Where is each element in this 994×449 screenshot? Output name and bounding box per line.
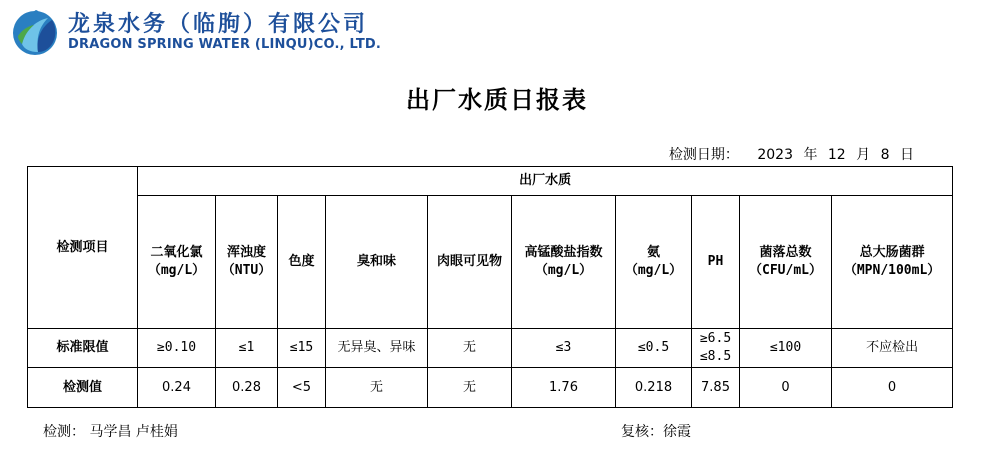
param-colony-count — [740, 196, 832, 329]
table-cell: ≤3 — [512, 329, 616, 368]
table-cell: 7.85 — [692, 368, 740, 408]
date-label: 检测日期： — [668, 147, 739, 163]
reviewer-signature: 复核：徐霞 — [621, 424, 691, 440]
table-cell: 1.76 — [512, 368, 616, 408]
param-name: 肉眼可见物 — [436, 254, 502, 269]
date-year-unit: 年 — [803, 147, 818, 163]
inspection-date — [669, 144, 914, 164]
table-cell: ≤1 — [216, 329, 278, 368]
table-cell: 无 — [428, 368, 512, 408]
param-name: 色度 — [288, 254, 315, 269]
param-odor-taste — [326, 196, 428, 329]
report-title: 出厂水质日报表 — [406, 85, 588, 114]
table-cell: 无异臭、异味 — [326, 329, 428, 368]
table-cell: ≤100 — [740, 329, 832, 368]
param-unit: （MPN/100mL） — [843, 263, 941, 278]
table-cell: 无 — [428, 329, 512, 368]
table-row — [28, 329, 953, 368]
table-cell: 0.24 — [138, 368, 216, 408]
item-header: 检测项目 — [28, 167, 138, 329]
limits-label: 标准限值 — [28, 329, 138, 368]
param-visible-matter — [428, 196, 512, 329]
table-cell: 0.218 — [616, 368, 692, 408]
param-name: 臭和味 — [356, 254, 396, 269]
table-cell: ≤0.5 — [616, 329, 692, 368]
param-unit: （NTU） — [221, 263, 272, 278]
table-row — [28, 167, 953, 196]
inspector-signature: 检测： 马学昌 卢桂娟 — [43, 424, 178, 440]
table-cell: 0 — [832, 368, 953, 408]
table-row — [28, 196, 953, 329]
param-unit: （mg/L） — [534, 263, 593, 278]
param-name: 二氧化氯 — [150, 245, 203, 260]
table-cell: 0 — [740, 368, 832, 408]
company-name-en: DRAGON SPRING WATER (LINQU)CO., LTD. — [68, 37, 382, 52]
water-quality-table — [27, 166, 953, 408]
param-name: 浑浊度 — [226, 245, 266, 260]
table-cell: <5 — [278, 368, 326, 408]
group-header: 出厂水质 — [138, 167, 953, 196]
date-month-unit: 月 — [856, 147, 871, 163]
table-cell: 无 — [326, 368, 428, 408]
date-day: 8 — [880, 147, 890, 163]
param-name: 菌落总数 — [759, 245, 812, 260]
table-cell: ≥0.10 — [138, 329, 216, 368]
ph-limit-upper: ≤8.5 — [699, 349, 732, 364]
param-ph — [692, 196, 740, 329]
param-permanganate-index — [512, 196, 616, 329]
param-ammonia — [616, 196, 692, 329]
param-color — [278, 196, 326, 329]
company-name-cn: 龙泉水务（临朐）有限公司 — [68, 12, 369, 37]
param-name: 总大肠菌群 — [859, 245, 925, 260]
table-cell: ≤15 — [278, 329, 326, 368]
param-name: 高锰酸盐指数 — [524, 245, 603, 260]
date-year: 2023 — [757, 147, 793, 163]
table-cell: 不应检出 — [832, 329, 953, 368]
table-cell — [692, 329, 740, 368]
ph-limit-lower: ≥6.5 — [699, 331, 732, 346]
table-cell: 0.28 — [216, 368, 278, 408]
param-unit: （CFU/mL） — [749, 263, 822, 278]
param-total-coliforms — [832, 196, 953, 329]
param-chlorine-dioxide — [138, 196, 216, 329]
param-name: 氨 — [646, 245, 660, 260]
measured-label: 检测值 — [28, 368, 138, 408]
param-unit: （mg/L） — [147, 263, 206, 278]
table-row — [28, 368, 953, 408]
param-unit: （mg/L） — [624, 263, 683, 278]
date-day-unit: 日 — [900, 147, 914, 163]
date-month: 12 — [827, 147, 846, 163]
param-turbidity — [216, 196, 278, 329]
param-name: PH — [707, 254, 724, 269]
